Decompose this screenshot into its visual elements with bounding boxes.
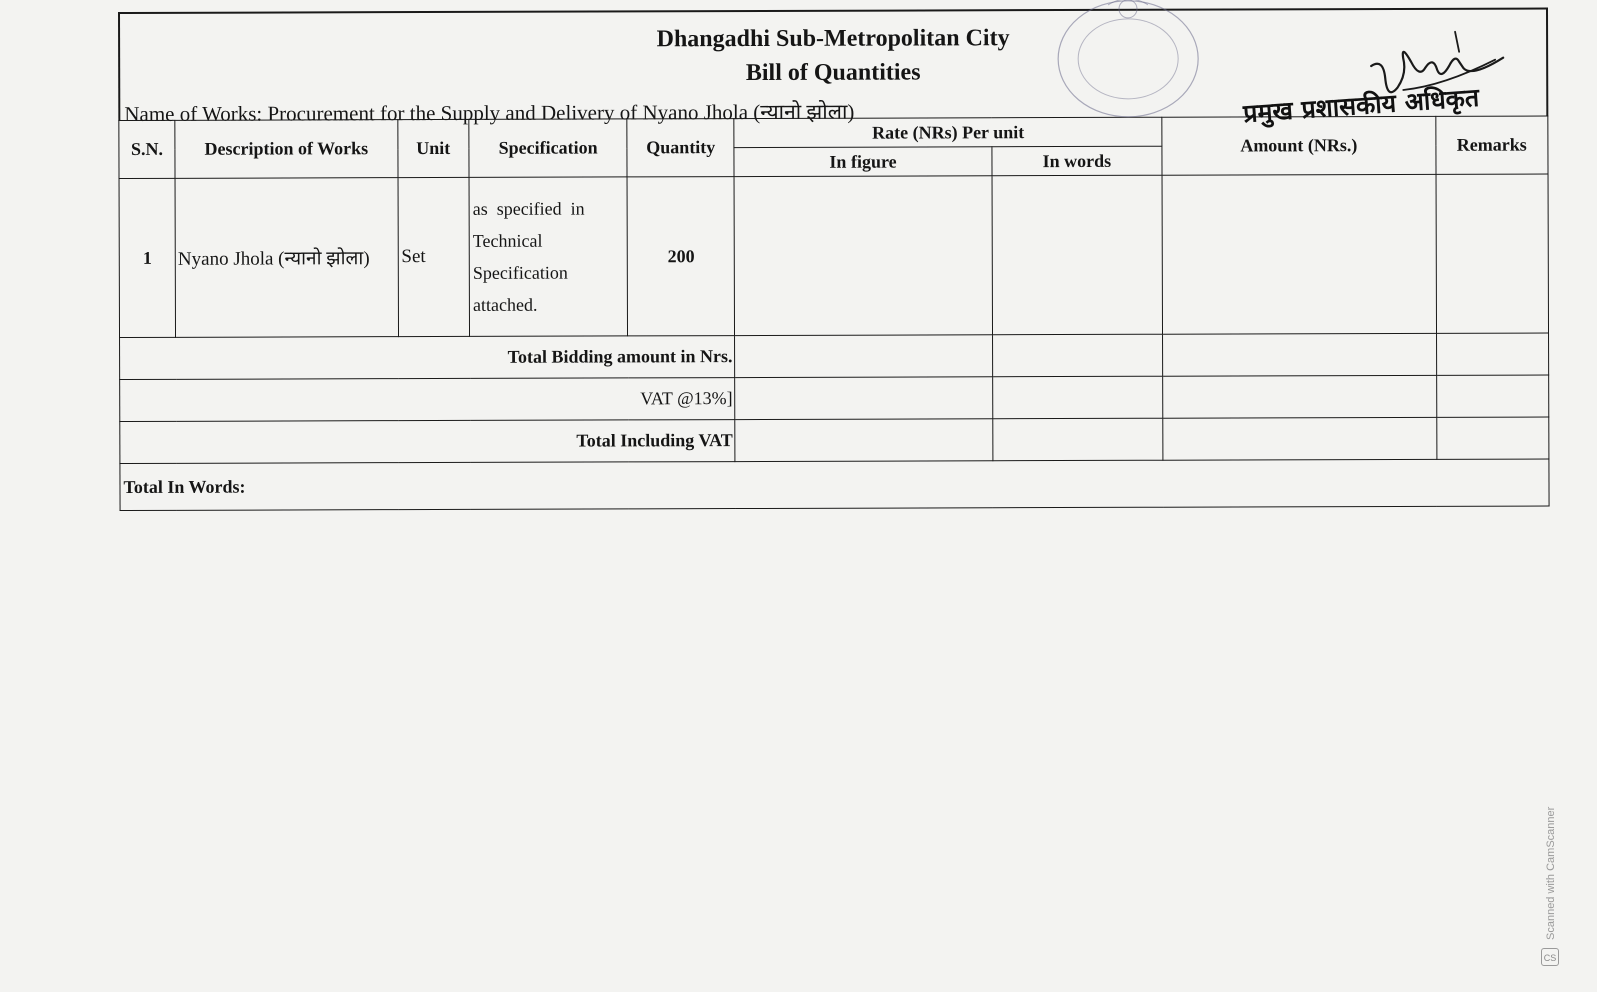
cell-rate-words xyxy=(992,175,1163,335)
spec-line: attached. xyxy=(472,294,538,315)
cell-rate-figure xyxy=(734,176,992,336)
header-in-figure: In figure xyxy=(734,147,991,177)
cell-unit: Set xyxy=(398,177,470,336)
spec-line: Specification xyxy=(472,262,568,283)
total-bidding-words xyxy=(992,334,1163,377)
vat-remarks xyxy=(1436,375,1548,417)
bill-of-quantities-sheet xyxy=(118,8,1552,522)
total-including-vat-label: Total Including VAT xyxy=(120,420,736,464)
total-bidding-row xyxy=(120,333,1549,379)
cell-specification xyxy=(469,177,628,336)
vat-row xyxy=(120,375,1549,421)
scanner-watermark: Scanned with CamScanner xyxy=(1545,806,1557,940)
vat-figure xyxy=(735,377,992,420)
table-row xyxy=(119,174,1548,337)
total-vat-remarks xyxy=(1436,417,1548,459)
total-in-words-label: Total In Words: xyxy=(120,459,1549,510)
total-bidding-figure xyxy=(735,335,992,378)
name-of-works: Name of Works: Procurement for the Supply and Delivery of Nyano Jhola (न्यानो झोला) xyxy=(124,99,855,126)
total-bidding-amount xyxy=(1163,333,1437,376)
signatory-title: प्रमुख प्रशासकीय अधिकृत xyxy=(1242,82,1480,129)
vat-words xyxy=(992,376,1163,419)
header-quantity: Quantity xyxy=(627,119,734,177)
spec-line: as specified in xyxy=(472,198,585,219)
header-in-words: In words xyxy=(992,146,1163,176)
total-bidding-remarks xyxy=(1436,333,1548,375)
cell-quantity: 200 xyxy=(627,177,735,336)
header-rate: Rate (NRs) Per unit xyxy=(734,117,1162,147)
cell-sn: 1 xyxy=(119,178,176,337)
total-including-vat-row xyxy=(120,417,1549,463)
total-vat-amount xyxy=(1163,417,1437,460)
document-title: Dhangadhi Sub-Metropolitan City xyxy=(656,25,1010,53)
header-remarks: Remarks xyxy=(1435,116,1548,174)
header-unit: Unit xyxy=(397,119,469,177)
spec-line: Technical xyxy=(472,230,543,251)
vat-amount xyxy=(1163,375,1437,418)
cell-remarks xyxy=(1436,174,1549,333)
header-description: Description of Works xyxy=(175,120,398,179)
header-amount: Amount (NRs.) xyxy=(1162,116,1436,175)
vat-label: VAT @13%] xyxy=(120,378,736,422)
header-specification: Specification xyxy=(469,119,627,177)
total-in-words-row xyxy=(120,459,1549,510)
document-subtitle: Bill of Quantities xyxy=(745,59,921,87)
total-bidding-label: Total Bidding amount in Nrs. xyxy=(120,336,736,380)
cell-description: Nyano Jhola (न्यानो झोला) xyxy=(175,178,398,338)
total-vat-figure xyxy=(735,419,992,462)
boq-table xyxy=(118,116,1549,511)
cell-amount xyxy=(1162,174,1436,334)
header-sn: S.N. xyxy=(119,120,175,178)
total-vat-words xyxy=(992,418,1163,461)
camscanner-logo-icon: CS xyxy=(1541,948,1559,966)
office-seal-stamp xyxy=(1053,0,1203,137)
